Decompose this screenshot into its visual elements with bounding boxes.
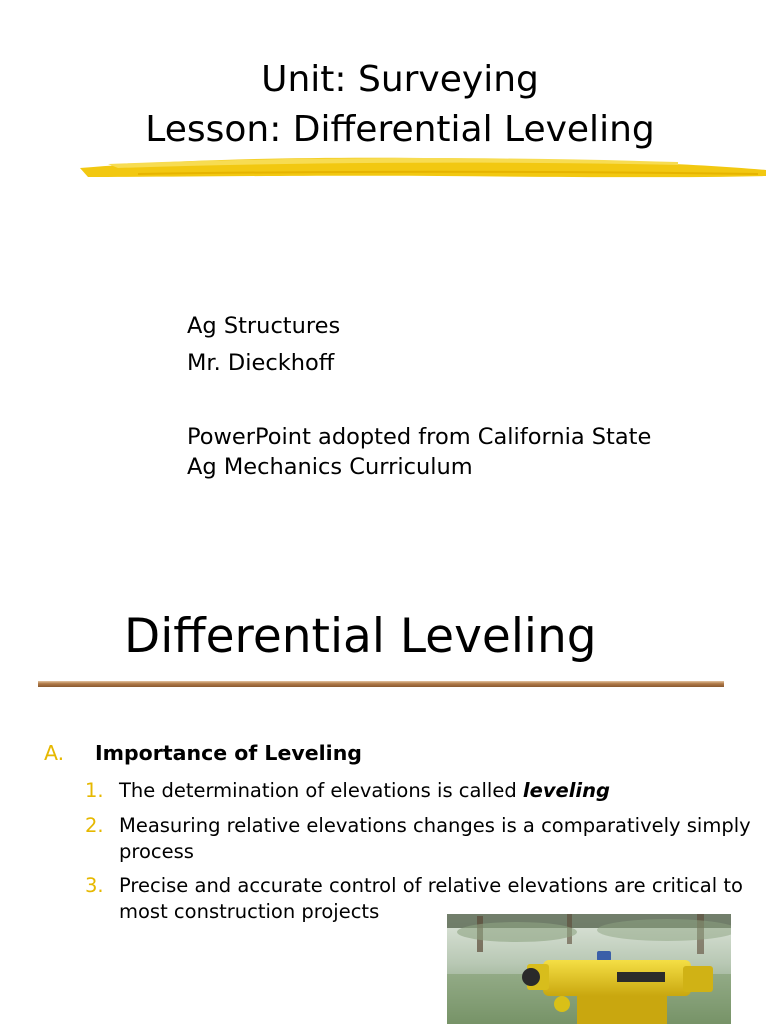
slide-title-line2: Lesson: Differential Leveling — [145, 109, 655, 150]
title-divider — [38, 681, 724, 687]
credit-line-2: Ag Mechanics Curriculum — [187, 454, 473, 480]
item-marker: 2. — [85, 814, 104, 837]
item-text: The determination of elevations is called — [119, 779, 523, 802]
item-emphasis: leveling — [522, 779, 610, 802]
point-a-marker: A. — [44, 741, 65, 765]
slide-title-line1: Unit: Surveying — [261, 59, 539, 100]
item-text: Measuring relative elevations changes is a comparatively simply process — [119, 814, 751, 863]
item-text: Precise and accurate control of relative elevations are critical to most construction projects — [119, 874, 743, 923]
slide2-title: Differential Leveling — [124, 609, 597, 664]
course-name: Ag Structures — [187, 313, 341, 339]
list-item — [85, 778, 759, 804]
surveying-level-photo — [447, 914, 731, 1024]
credit-line-1: PowerPoint adopted from California State — [187, 424, 652, 450]
item-marker: 3. — [85, 874, 104, 897]
highlighter-stroke — [78, 150, 768, 184]
point-a-heading: Importance of Leveling — [95, 741, 362, 765]
teacher-name: Mr. Dieckhoff — [187, 350, 335, 376]
item-marker: 1. — [85, 779, 104, 802]
list-item — [85, 813, 759, 865]
